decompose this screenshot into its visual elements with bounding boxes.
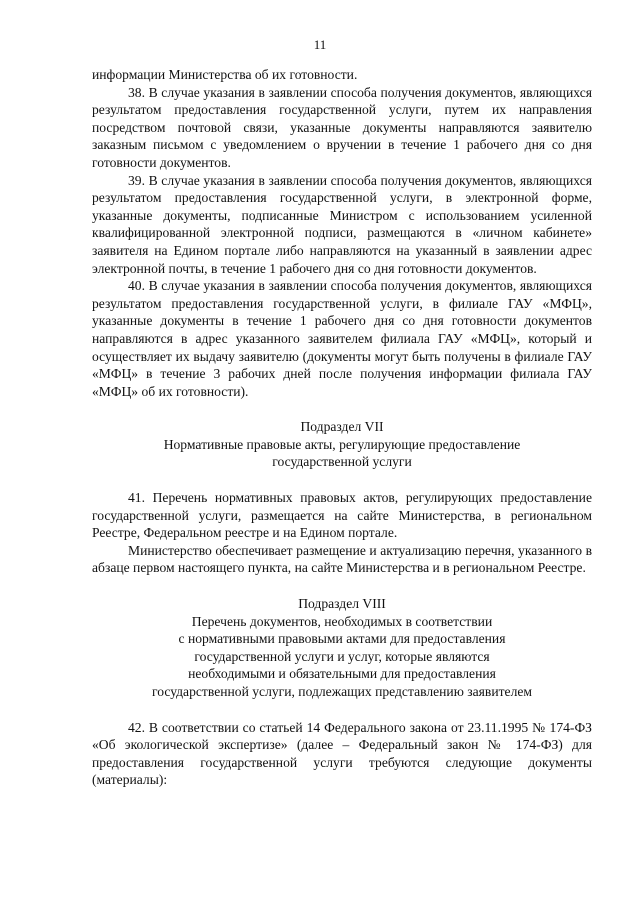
page-number: 11: [313, 37, 327, 52]
paragraph-38: 38. В случае указания в заявлении способа получения документов, являющихся результатом предоставления государственной услуги, путем их направления посредством почтовой связи, указанные документы направляются заявителю заказным письмом с уведомлением о вручении в течение 1 рабочего дня со дня готовности документов.: [92, 84, 592, 170]
paragraph-42: 42. В соответствии со статьей 14 Федерального закона от 23.11.1995 № 174-ФЗ «Об экологической экспертизе» (далее – Федеральный закон № 174-ФЗ) для предоставления государственной услуги требуются следующие документы (материалы):: [92, 719, 592, 788]
paragraph-40: 40. В случае указания в заявлении способа получения документов, являющихся результатом предоставления государственной услуги, в филиале ГАУ «МФЦ», указанные документы в течение 1 рабочего дня со дня готовности документов направляются в адрес указанного заявителем филиала ГАУ «МФЦ», который и осуществляет их выдачу заявителю (документы могут быть получены в филиале ГАУ «МФЦ» в течение 3 рабочих дней после получения информации филиала ГАУ «МФЦ» об их готовности).: [92, 278, 592, 399]
subsection-7-title: Подраздел VII: [300, 419, 384, 435]
subsection-8-line: государственной услуги и услуг, которые являются: [194, 648, 490, 664]
subsection-8-line: Перечень документов, необходимых в соответствии: [191, 613, 493, 629]
subsection-7-heading: [92, 418, 592, 471]
subsection-8-line: с нормативными правовыми актами для предоставления: [178, 631, 506, 647]
paragraph-41: 41. Перечень нормативных правовых актов, регулирующих предоставление государственной услуги, размещается на сайте Министерства, в региональном Реестре, Федеральном реестре и на Едином портале.: [92, 490, 592, 541]
subsection-8-heading: [92, 595, 592, 701]
paragraph-41-abzac-2: Министерство обеспечивает размещение и актуализацию перечня, указанного в абзаце первом настоящего пункта, на сайте Министерства и в региональном Реестре.: [92, 542, 592, 576]
subsection-8-title: Подраздел VIII: [298, 596, 386, 612]
subsection-8-line: государственной услуги, подлежащих представлению заявителем: [151, 684, 533, 699]
document-body: [92, 66, 592, 789]
subsection-7-line: государственной услуги: [272, 454, 412, 470]
subsection-8-line: необходимыми и обязательными для предоставления: [188, 666, 496, 682]
paragraph-39: 39. В случае указания в заявлении способа получения документов, являющихся результатом предоставления государственной услуги, в электронной форме, указанные документы, подписанные Министром с использованием усиленной квалифицированной электронной подписи, размещаются в «личном кабинете» заявителя на Едином портале либо направляются на указанный в заявлении адрес электронной почты, в течение 1 рабочего дня со дня готовности документов.: [92, 172, 592, 276]
subsection-7-line: Нормативные правовые акты, регулирующие предоставление: [163, 436, 521, 452]
paragraph-continuation: информации Министерства об их готовности.: [92, 67, 358, 82]
